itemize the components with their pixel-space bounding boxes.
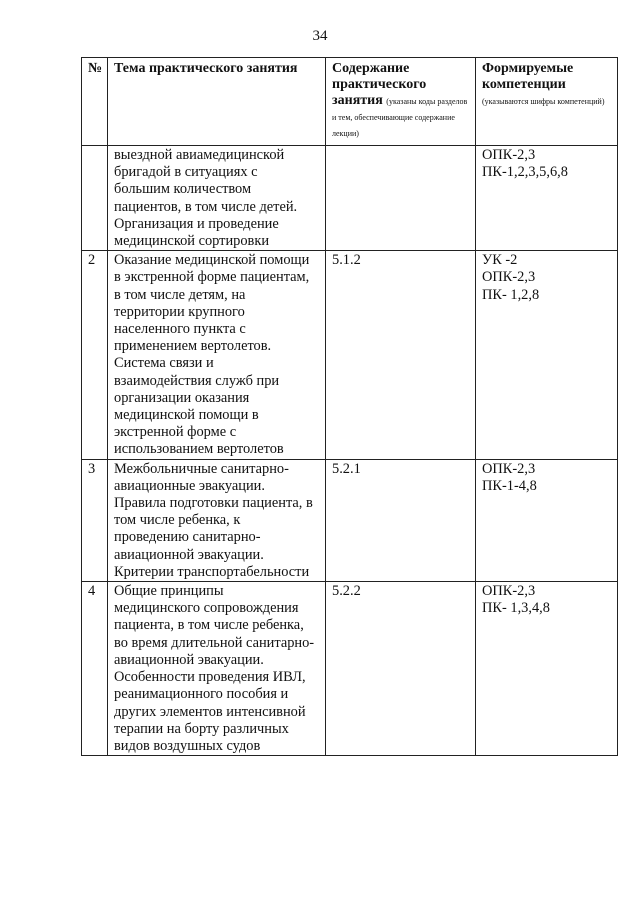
competency-code: ОПК-2,3 [482,460,536,477]
competency-code: ПК-1-4,8 [482,477,537,494]
row-content-code: 5.1.2 [326,251,476,459]
row-content-code [326,146,476,251]
practical-lessons-table [81,57,618,756]
header-content [326,58,476,146]
table-header-row [82,58,618,146]
competency-code: ОПК-2,3 [482,147,536,163]
table-row [82,251,618,459]
table-row [82,459,618,581]
competency-code: ПК- 1,2,8 [482,286,540,303]
competency-code: ПК-1,2,3,5,6,8 [482,164,568,181]
row-number [82,146,108,251]
row-competencies [476,146,618,251]
row-competencies [476,582,618,756]
row-content-code: 5.2.2 [326,582,476,756]
header-topic: Тема практического занятия [108,58,326,146]
table-row [82,146,618,251]
header-comp-title: Формируемые компетенции [482,61,574,92]
row-competencies [476,459,618,581]
row-number: 2 [82,251,108,459]
header-comp-note: (указываются шифры компетенций) [482,97,605,106]
table-row [82,582,618,756]
competency-code: УК -2 [482,252,518,269]
row-topic: выездной авиамедицинской бригадой в ситуациях с большим количеством пациентов, в том числе детей. Организация и проведение медицинской сортировки [108,146,326,251]
row-number: 4 [82,582,108,756]
row-content-code: 5.2.1 [326,459,476,581]
row-topic: Межбольничные санитарно- авиационные эвакуации. Правила подготовки пациента, в том числе ребенка, к проведению санитарно- авиационной эвакуации. Критерии транспортабельности [108,459,326,581]
competency-code: ОПК-2,3 [482,583,536,600]
row-topic: Оказание медицинской помощи в экстренной форме пациентам, в том числе детям, на территории крупного населенного пункта с применением вертолетов. Система связи и взаимодействия служб при организации оказания медицинской помощи в экстренной форме с использованием вертолетов [108,251,326,459]
header-competencies [476,58,618,146]
header-content-note: (указаны коды разделов и тем, обеспечивающие содержание лекции) [332,97,468,138]
competency-code: ПК- 1,3,4,8 [482,600,550,617]
row-number: 3 [82,459,108,581]
page-number: 34 [312,28,328,44]
header-num: № [82,58,108,146]
competency-code: ОПК-2,3 [482,269,536,286]
row-competencies [476,251,618,459]
row-topic: Общие принципы медицинского сопровождения пациента, в том числе ребенка, во время длительной санитарно- авиационной эвакуации. Особенности проведения ИВЛ, реанимационного пособия и других элементов интенсивной терапии на борту различных видов воздушных судов [108,582,326,756]
table-body [82,146,618,756]
header-content-title: Содержание практического занятия [332,61,427,108]
